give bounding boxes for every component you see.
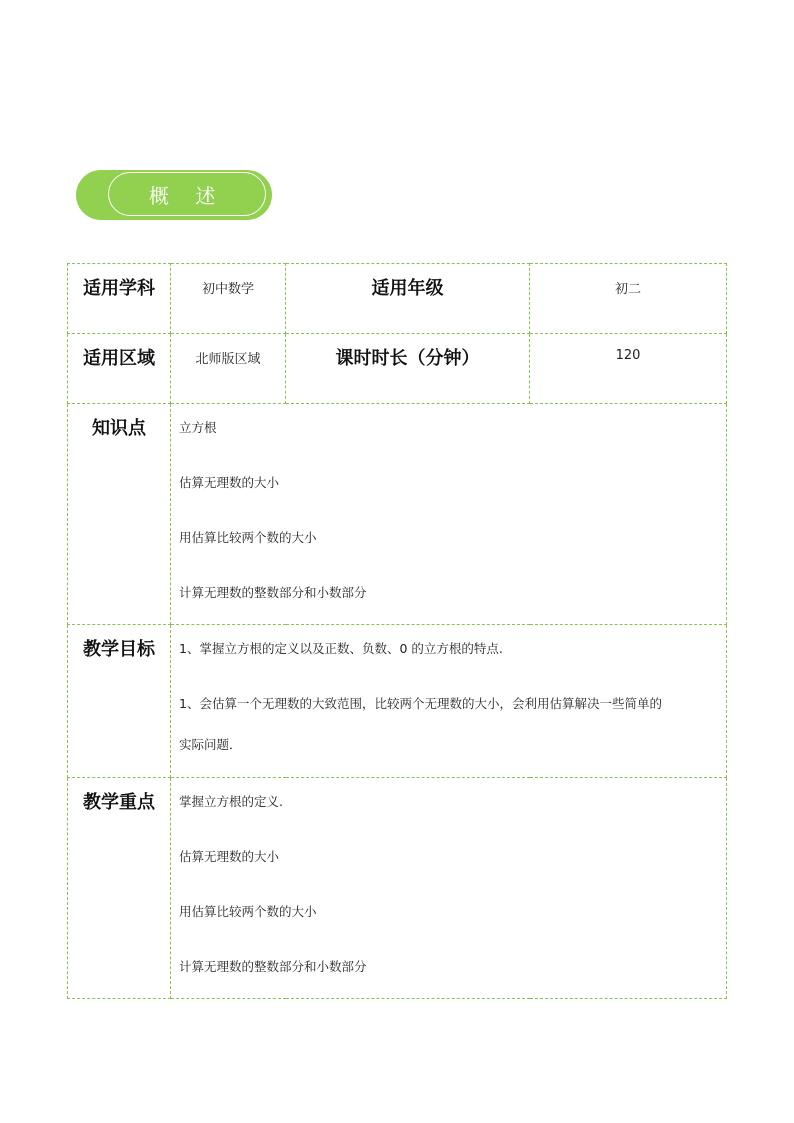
knowledge-item: 立方根 [179,420,217,435]
knowledge-content [171,404,727,625]
section-header-inner [108,172,266,216]
key-point-item: 用估算比较两个数的大小 [179,904,317,919]
section-header [76,170,272,220]
table-row [68,625,727,778]
table-row [68,334,727,404]
key-points-content [171,778,727,999]
key-point-item: 掌握立方根的定义. [179,794,283,809]
table-row [68,404,727,625]
knowledge-item: 用估算比较两个数的大小 [179,530,317,545]
knowledge-label: 知识点 [68,404,171,625]
overview-table [67,263,727,999]
section-title: 概 述 [149,183,226,208]
key-point-item: 估算无理数的大小 [179,849,280,864]
knowledge-item: 估算无理数的大小 [179,475,280,490]
subject-label: 适用学科 [68,264,171,334]
table-row [68,778,727,999]
duration-value: 120 [530,334,727,404]
objective-item: 1、掌握立方根的定义以及正数、负数、0 的立方根的特点. [179,641,503,656]
key-points-label: 教学重点 [68,778,171,999]
knowledge-item: 计算无理数的整数部分和小数部分 [179,585,367,600]
grade-value: 初二 [530,264,727,334]
key-point-item: 计算无理数的整数部分和小数部分 [179,959,367,974]
objectives-label: 教学目标 [68,625,171,778]
table-row [68,264,727,334]
region-label: 适用区域 [68,334,171,404]
objective-item: 1、会估算一个无理数的大致范围，比较两个无理数的大小，会利用估算解决一些简单的 [179,696,662,711]
objective-item-continued: 实际问题． [179,737,242,752]
duration-label: 课时时长（分钟） [286,334,530,404]
grade-label: 适用年级 [286,264,530,334]
region-value: 北师版区域 [171,334,286,404]
subject-value: 初中数学 [171,264,286,334]
objectives-content [171,625,727,778]
